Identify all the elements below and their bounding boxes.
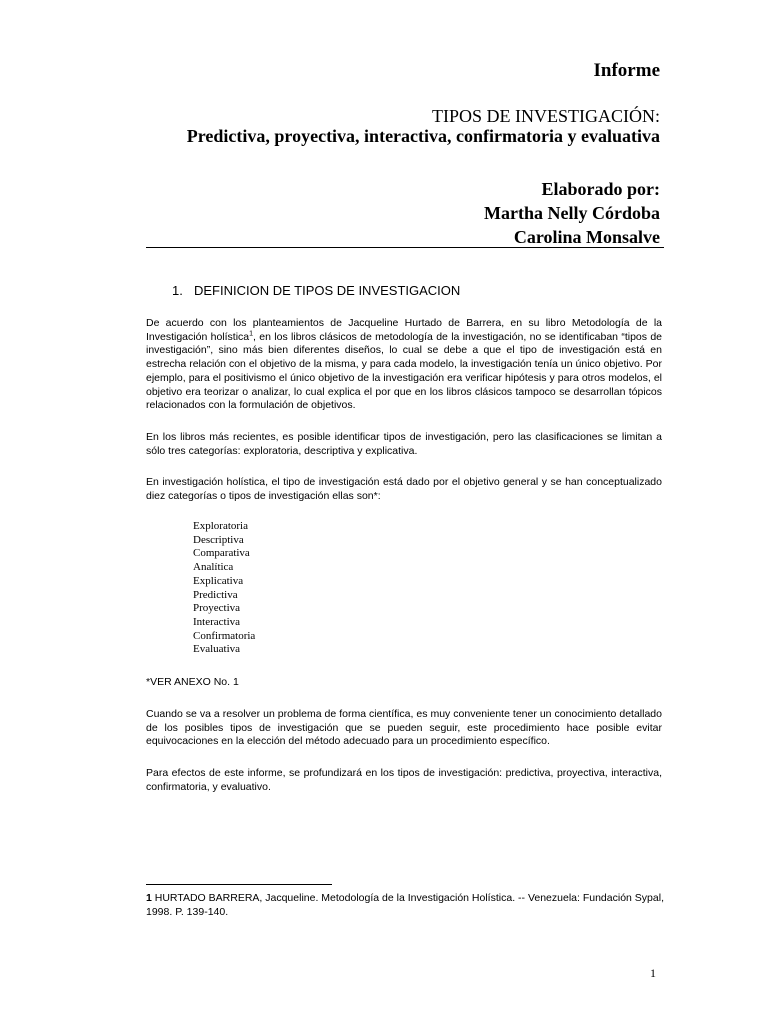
doc-subtitle: Predictiva, proyectiva, interactiva, confirmatoria y evaluativa xyxy=(186,126,660,146)
author-name: Carolina Monsalve xyxy=(513,227,660,247)
doc-label: Informe xyxy=(593,60,660,81)
paragraph-text: De acuerdo con los planteamientos de Jacqueline Hurtado de Barrera, en su libro Metodología de la Investigación holística xyxy=(146,317,662,343)
list-item: Exploratoria xyxy=(193,520,248,532)
paragraph-text: , en los libros clásicos de metodología de la investigación, no se identificaban “tipos de investigación”, sino más bien diferentes diseños, lo cual se debe a que el tipo de investigación está en estrecha relación con el objetivo de la misma, y para cada modelo, la investigación tenía un único objetivo. Por ejemplo, para el positivismo el único objetivo de la investigación era verificar hipótesis y para otros modelos, el objetivo era teorizar o analizar, lo cual explica el por que en los libros clásicos tampoco se desarrollan tópicos relacionados con la formulación de objetivos. xyxy=(146,330,662,412)
section-number: 1. xyxy=(172,283,183,298)
author-name: Martha Nelly Córdoba xyxy=(484,203,660,223)
footnote-divider xyxy=(146,884,332,885)
footnote-reference: 1 xyxy=(249,330,254,338)
section-title: DEFINICION DE TIPOS DE INVESTIGACION xyxy=(194,283,461,298)
authors-block xyxy=(484,177,660,249)
paragraph-holistic: En investigación holística, el tipo de investigación está dado por el objetivo general y se han conceptualizado diez categorías o tipos de investigación ellas son*: xyxy=(146,476,662,502)
footnote-text: HURTADO BARRERA, Jacqueline. Metodología de la Investigación Holística. -- Venezuela: Fundación Sypal, 1998. P. 139-140. xyxy=(146,892,664,918)
list-item: Interactiva xyxy=(193,615,241,628)
list-item: Predictiva xyxy=(193,588,238,601)
list-item: Descriptiva xyxy=(193,533,244,546)
footnote-mark: 1 xyxy=(146,892,152,904)
prepared-by-label: Elaborado por: xyxy=(541,179,660,199)
list-item: Confirmatoria xyxy=(193,629,256,642)
doc-title: TIPOS DE INVESTIGACIÓN: xyxy=(432,106,660,126)
paragraph-recent-books: En los libros más recientes, es posible identificar tipos de investigación, pero las clasificaciones se limitan a sólo tres categorías: exploratoria, descriptiva y explicativa. xyxy=(146,431,662,457)
paragraph-report-scope: Para efectos de este informe, se profundizará en los tipos de investigación: predictiva, proyectiva, interactiva, confirmatoria, y evaluativo. xyxy=(146,767,662,793)
list-item: Proyectiva xyxy=(193,602,241,615)
list-item: Analítica xyxy=(193,561,234,574)
research-types-list xyxy=(193,520,255,657)
annex-note: *VER ANEXO No. 1 xyxy=(146,676,239,688)
header-divider xyxy=(146,247,664,248)
list-item: Evaluativa xyxy=(193,643,241,656)
paragraph-intro xyxy=(146,317,662,413)
paragraph-scientific-problem: Cuando se va a resolver un problema de forma científica, es muy conveniente tener un conocimiento detallado de los posibles tipos de investigación que se pueden seguir, este procedimiento hace posible evitar equivocaciones en la elección del método adecuado para un procedimiento específico. xyxy=(146,708,662,748)
list-item: Explicativa xyxy=(193,574,244,587)
section-heading xyxy=(172,283,460,298)
list-item: Comparativa xyxy=(193,547,250,560)
page-number: 1 xyxy=(650,966,656,980)
footnote xyxy=(146,892,664,919)
